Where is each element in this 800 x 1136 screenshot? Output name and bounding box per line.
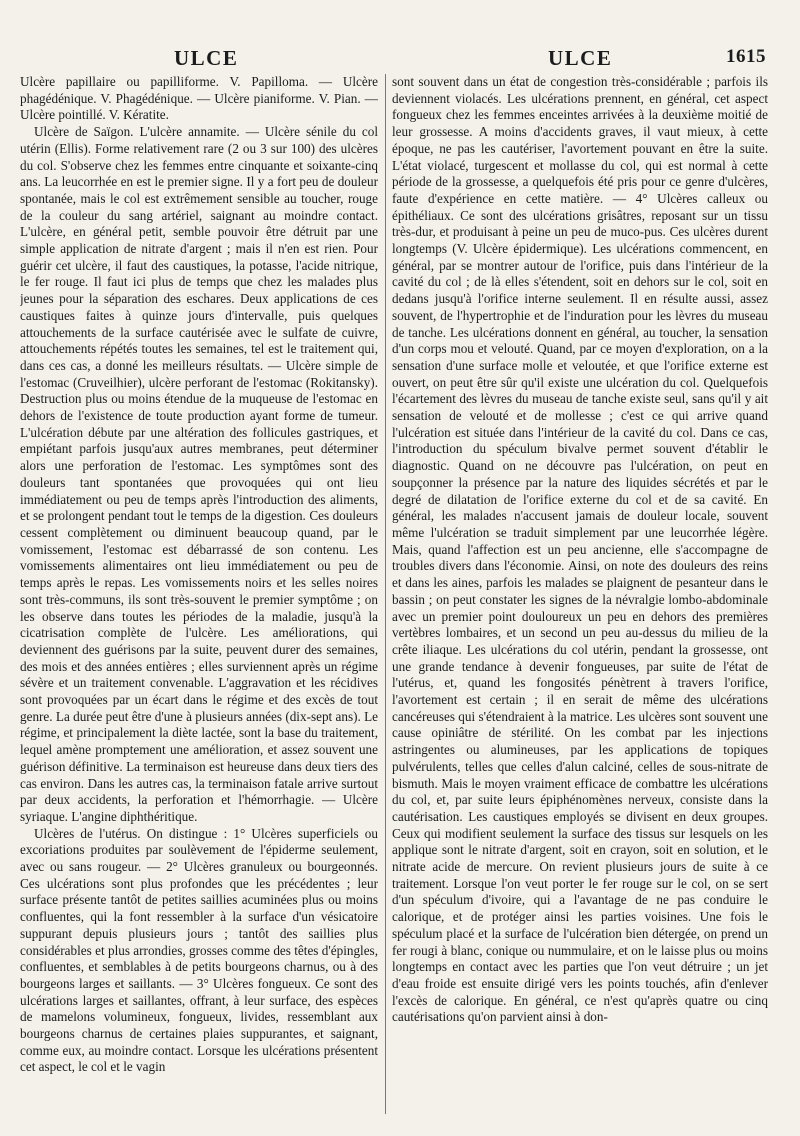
left-column — [20, 74, 378, 1126]
header-right-word: ULCE — [548, 46, 613, 70]
paragraph: Ulcère de Saïgon. L'ulcère annamite. — Ulcère sénile du col utérin (Ellis). Forme relativement rare (2 ou 3 sur 100) des ulcères du col. S'observe chez les femmes entre cinquante et soixante-cinq ans. La leucorrhée en est le premier signe. Il y a fort peu de douleur spontanée, mais le col est extrêmement sensible au toucher, rouge de la couleur du sang artériel, saignant au moindre contact. L'ulcère, en général petit, semble pouvoir être détruit par une simple application de nitrate d'argent ; mais il n'en est rien. Pour guérir cet ulcère, il faut des caustiques, la potasse, l'acide nitrique, le fer rouge. Il faut ici plus de temps que chez les malades plus jeunes pour la séparation des eschares. Deux applications de ces caustiques faites à quinze jours d'intervalle, puis quelques attouchements de la surface cautérisée avec le sulfate de cuivre, attouchements répétés toutes les semaines, tel est le traitement qui, dans ces cas, a donné les meilleurs résultats. — Ulcère simple de l'estomac (Cruveilhier), ulcère perforant de l'estomac (Rokitansky). Destruction plus ou moins étendue de la muqueuse de l'estomac en dehors de l'existence de toute production ayant forme de tumeur. L'ulcération débute par une altération des follicules gastriques, et empiétant parfois jusqu'aux autres membranes, peut déterminer alors une perforation de l'estomac. Les symptômes sont des douleurs tant spontanées que provoquées qui ont lieu immédiatement ou peu de temps après l'introduction des aliments, et se prolongent pendant tout le temps de la digestion. Ces douleurs cessent complètement ou diminuent beaucoup quand, par le vomissement, l'estomac est débarrassé de son contenu. Les vomissements alimentaires ont lieu immédiatement ou peu de temps après le repas. Les vomissements noirs et les selles noires sont très-communs, ils sont très-souvent le premier symptôme ; on les observe dans toutes les périodes de la maladie, jusqu'à la cicatrisation complète de l'ulcère. Les améliorations, qui deviennent des guérisons par la suite, peuvent durer des semaines, des mois et des années entières ; elles surviennent après un régime sévère et un traitement convenable. L'aggravation et les récidives sont provoquées par un écart dans le régime et des excès de tout genre. La durée peut être d'une à plusieurs années (dix-sept ans). Le régime, et principalement la diète lactée, sont la base du traitement, lequel amène promptement une amélioration, et assez souvent une guérison définitive. La terminaison est heureuse dans deux tiers des cas environ. Dans les autres cas, la terminaison fatale arrive surtout par deux accidents, la perforation et l'hémorrhagie. — Ulcère syriaque. L'angine diphthéritique. — [20, 124, 378, 824]
paragraph: Ulcères de l'utérus. On distingue : 1° Ulcères superficiels ou excoriations produites par soulèvement de l'épiderme seulement, avec ou sans rougeur. — 2° Ulcères granuleux ou bourgeonnés. Ces ulcérations sont plus profondes que les précédentes ; leur surface présente tantôt de petites saillies acuminées plus ou moins confluentes, qui la font ressembler à la surface d'un vésicatoire suppurant depuis plusieurs jours ; tantôt des saillies plus considérables et plus arrondies, grosses comme des têtes d'épingles, confluentes, et semblables à de petits bourgeons charnus, ou à des bourgeons larges et saillants. — 3° Ulcères fongueux. Ce sont des ulcérations larges et saillantes, offrant, à leur surface, des espèces de mamelons volumineux, fongueux, livides, ressemblant aux bourgeons charnus de certaines plaies suppurantes, et saignant, comme eux, au moindre contact. Lorsque les ulcérations présentent cet aspect, le col et le vagin — [20, 825, 378, 1075]
page-number: 1615 — [726, 46, 766, 67]
paragraph: sont souvent dans un état de congestion très-considérable ; parfois ils deviennent violacés. Les ulcérations prennent, en général, cet aspect fongueux chez les femmes enceintes arrivées à la deuxième moitié de leur grossesse. A moins d'accidents graves, il vaut mieux, à cette époque, ne pas les cautériser, l'avortement pouvant en être la suite. L'état violacé, turgescent et mollasse du col, qui est normal à cette période de la grossesse, a quelquefois été pris pour ce genre d'ulcères, faute d'expérience en cette matière. — 4° Ulcères calleux ou épithéliaux. Ce sont des ulcérations grisâtres, reposant sur un tissu très-dur, et produisant à peine un peu de muco-pus. Ces ulcères durent longtemps (V. Ulcère épidermique). Les ulcérations commencent, en général, par se montrer autour de l'orifice, puis dans l'intérieur de la cavité du col ; de là elles s'étendent, soit en dehors sur le col, soit en dedans jusqu'à l'orifice interne seulement. Il en résulte aussi, assez souvent, de l'hypertrophie et de l'induration pour les lèvres du museau de tanche. Les ulcérations donnent en général, au toucher, la sensation d'un corps mou et velouté. Quand, par ce moyen d'exploration, on a la sensation d'une surface molle et veloutée, et que l'orifice externe est ouvert, on peut être sûr qu'il existe une ulcération du col. Quelquefois l'écartement des lèvres du museau de tanche existe seul, sans qu'il y ait sensation de velouté et de mollesse ; c'est ce qui arrive quand l'ulcération est située dans l'intérieur de la cavité du col. Dans ce cas, l'introduction du spéculum bivalve permet souvent d'établir le diagnostic. Quand on ne découvre pas l'ulcération, on peut en soupçonner la présence par la nature des liquides sécrétés et par le degré de dilatation de l'orifice externe du col et de sa cavité. En général, les malades n'accusent jamais de douleur locale, souvent même l'ulcération se traduit simplement par une leucorrhée légère. Mais, quand l'affection est un peu ancienne, elle s'accompagne de troubles divers dans l'économie. Ainsi, on note des douleurs des reins et dans les aines, parfois les malades se plaignent de pesanteur dans le bassin ; on peut constater les signes de la névralgie lombo-abdominale avec un premier point douloureux un peu en dehors des premières vertèbres lombaires, et un second un peu au-dessus du milieu de la crête iliaque. Les ulcérations du col utérin, pendant la grossesse, ont une grande tendance à devenir fongueuses, par suite de l'état de l'utérus, et, quand les fongosités pénètrent à travers l'orifice, l'avortement est certain ; il en serait de même des ulcérations cancéreuses qui s'étendraient à la matrice. Les ulcères sont souvent une cause opiniâtre de stérilité. On les combat par les injections astringentes ou alumineuses, par les applications de topiques pulvérulents, telles que celles d'alun calciné, celles de sous-nitrate de bismuth. Mais le moyen vraiment efficace de combattre les ulcérations du col, et, par suite leurs épiphénomènes nerveux, consiste dans la cautérisation. Les caustiques employés se divisent en deux groupes. Ceux qui modifient seulement la surface des tissus sur lesquels on les applique sont le nitrate d'argent, soit en crayon, soit en solution, et le nitrate acide de mercure. On revient plusieurs jours de suite à ce traitement. Lorsque l'on veut porter le fer rouge sur le col, on se sert d'un spéculum d'ivoire, qui a l'avantage de ne pas conduire le calorique, et de protéger ainsi les parties voisines. Une fois le spéculum placé et la surface de l'ulcération bien détergée, on prend un fer rougi à blanc, conique ou nummulaire, et on le laisse plus ou moins longtemps en contact avec les parties que l'on veut détruire ; un jet d'eau froide est ensuite dirigé vers les points touchés, afin d'enlever l'excès de calorique. En général, ce n'est qu'après quatre ou cinq cautérisations qu'on parvient ainsi à don- — [392, 74, 768, 1025]
right-column — [392, 74, 768, 1126]
column-divider — [385, 74, 386, 1114]
header-left-word: ULCE — [174, 46, 239, 70]
paragraph: Ulcère papillaire ou papilliforme. V. Papilloma. — Ulcère phagédénique. V. Phagédénique. — Ulcère pianiforme. V. Pian. — Ulcère pointillé. V. Kératite. — [20, 74, 378, 123]
running-header — [0, 46, 800, 74]
